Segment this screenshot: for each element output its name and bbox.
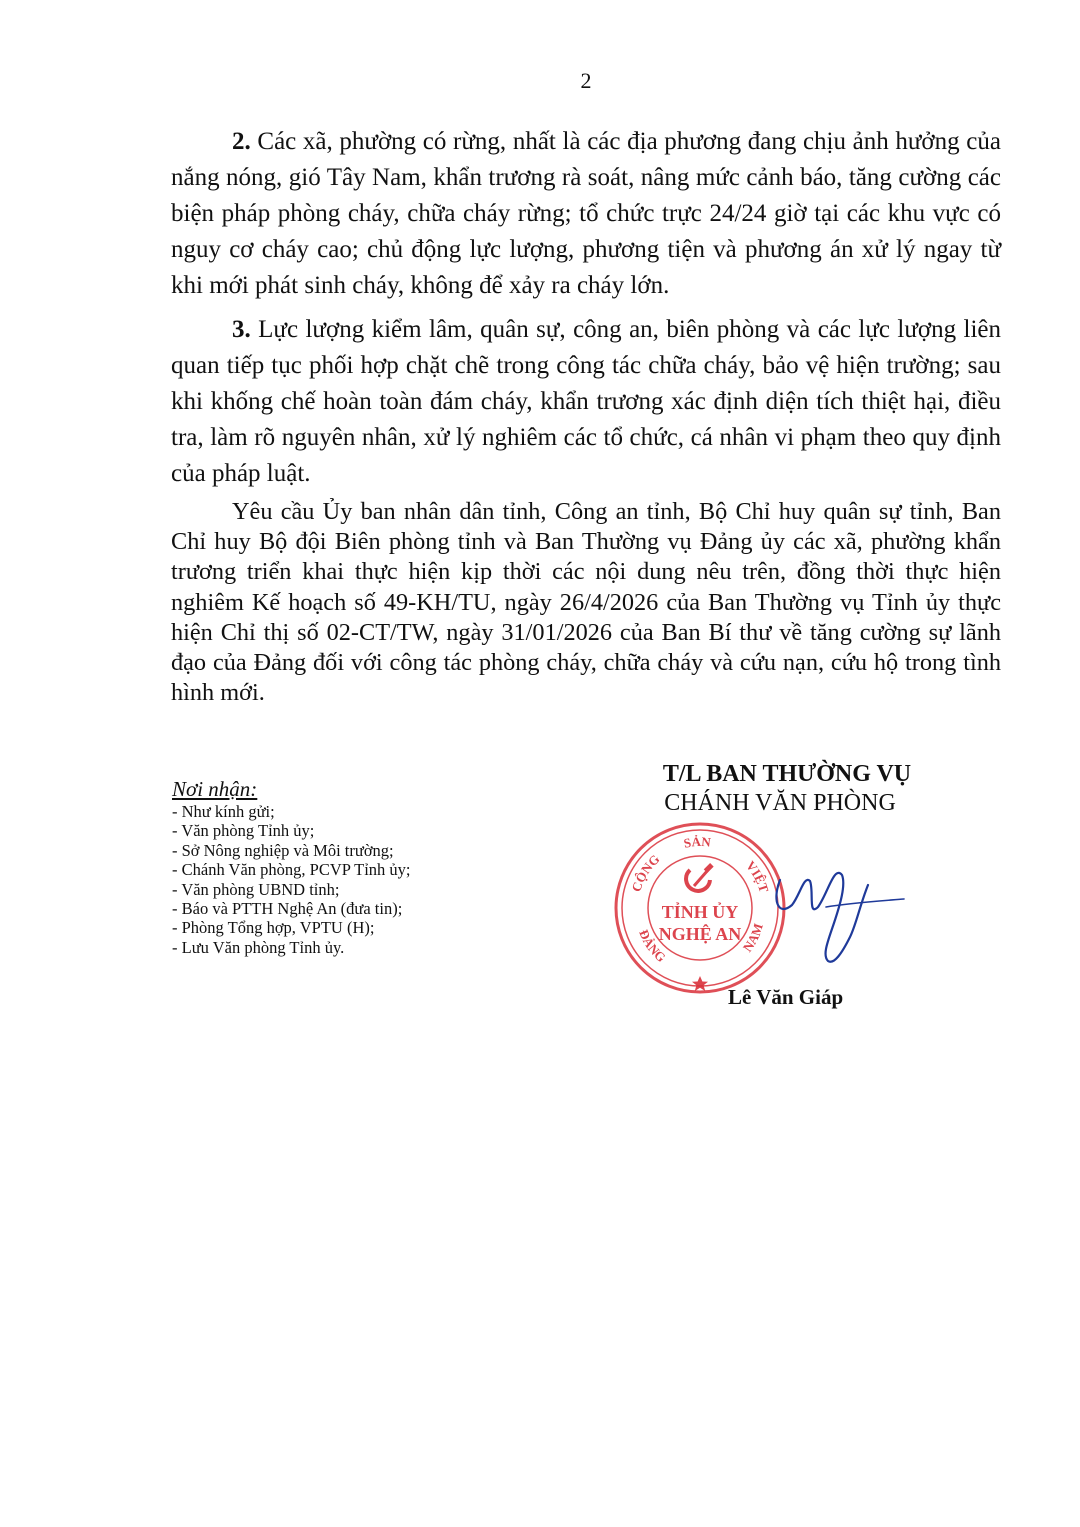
recipient-item: - Sở Nông nghiệp và Môi trường;	[172, 840, 394, 860]
paragraph-2-text: Các xã, phường có rừng, nhất là các địa phương đang chịu ảnh hưởng của nắng nóng, gió Tây Nam, khẩn trương rà soát, nâng mức cảnh báo, tăng cường các biện pháp phòng cháy, chữa cháy rừng; tổ chức trực 24/24 giờ tại các khu vực có nguy cơ cháy cao; chủ động lực lượng, phương tiện và phương án xử lý ngay từ khi mới phát sinh cháy, không để xảy ra cháy lớn.	[171, 128, 1001, 299]
paragraph-2	[171, 124, 1001, 304]
paragraph-3-text: Lực lượng kiểm lâm, quân sự, công an, biên phòng và các lực lượng liên quan tiếp tục phối hợp chặt chẽ trong công tác chữa cháy, bảo vệ hiện trường; sau khi khống chế hoàn toàn đám cháy, khẩn trương xác định diện tích thiệt hại, điều tra, làm rõ nguyên nhân, xử lý nghiêm các tổ chức, cá nhân vi phạm theo quy định của pháp luật.	[171, 316, 1001, 487]
recipients-list	[172, 802, 552, 957]
page-number: 2	[580, 68, 592, 93]
recipients-block	[172, 779, 552, 957]
recipient-item: - Lưu Văn phòng Tỉnh ủy.	[172, 937, 345, 957]
recipient-item: - Văn phòng UBND tỉnh;	[172, 879, 340, 899]
recipient-item: - Như kính gửi;	[172, 802, 275, 821]
seal-center-line2: NGHỆ AN	[658, 924, 742, 944]
seal-text-cong: CỘNG	[628, 851, 663, 894]
recipient-item: - Văn phòng Tỉnh ủy;	[172, 821, 315, 841]
seal-text-san: SẢN	[682, 833, 712, 851]
signature-office: CHÁNH VĂN PHÒNG	[664, 790, 896, 816]
seal-text-viet: VIỆT	[743, 857, 772, 895]
paragraph-3-number: 3.	[232, 316, 251, 343]
signature-title: T/L BAN THƯỜNG VỤ	[662, 761, 912, 787]
seal-text-dang: ĐẢNG	[636, 927, 669, 966]
seal-star-icon	[692, 976, 708, 991]
handwritten-signature	[700, 845, 910, 975]
signer-name: Lê Văn Giáp	[728, 985, 844, 1009]
seal-center-line1: TỈNH ỦY	[661, 902, 739, 922]
paragraph-2-number: 2.	[232, 128, 251, 155]
signature-block	[600, 760, 940, 818]
recipient-item: - Phòng Tổng hợp, VPTU (H);	[172, 918, 375, 938]
recipient-item: - Báo và PTTH Nghệ An (đưa tin);	[172, 899, 403, 919]
document-body	[171, 124, 1001, 716]
recipients-title: Nơi nhận:	[172, 777, 258, 801]
seal-text-nam: NAM	[739, 921, 766, 955]
paragraph-3	[171, 312, 1001, 492]
request-paragraph: Yêu cầu Ủy ban nhân dân tỉnh, Công an tỉnh, Bộ Chỉ huy quân sự tỉnh, Ban Chỉ huy Bộ đội Biên phòng tỉnh và Ban Thường vụ Đảng ủy các xã, phường khẩn trương triển khai thực hiện kịp thời các nội dung nêu trên, đồng thời thực hiện nghiêm Kế hoạch số 49-KH/TU, ngày 26/4/2026 của Ban Thường vụ Tỉnh ủy thực hiện Chỉ thị số 02-CT/TW, ngày 31/01/2026 của Ban Bí thư về tăng cường sự lãnh đạo của Đảng đối với công tác phòng cháy, chữa cháy và cứu nạn, cứu hộ trong tình hình mới.	[171, 498, 1001, 707]
recipient-item: - Chánh Văn phòng, PCVP Tỉnh ủy;	[172, 860, 411, 880]
